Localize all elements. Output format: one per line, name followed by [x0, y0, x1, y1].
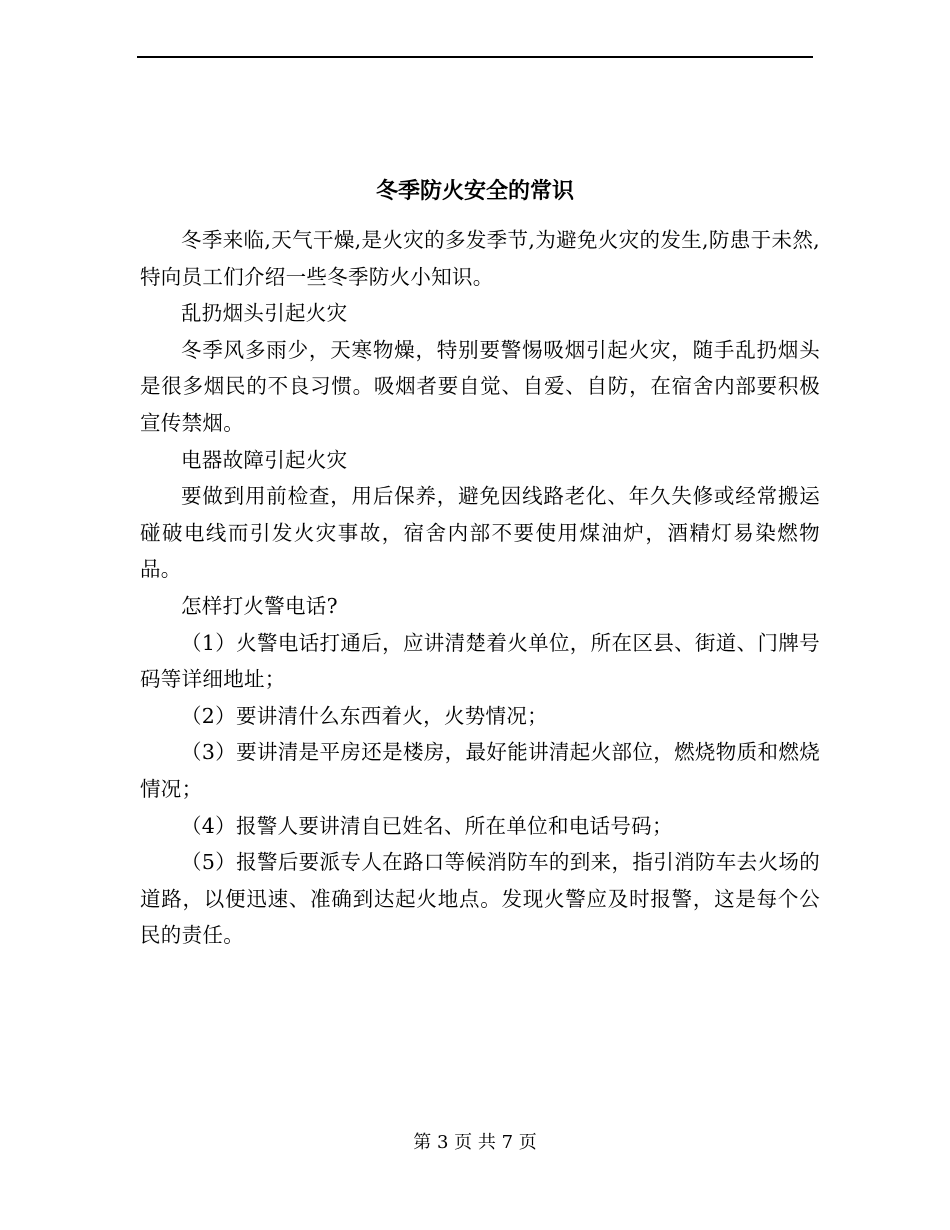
- cigarettes-paragraph: 冬季风多雨少，天寒物燥，特别要警惕吸烟引起火灾，随手乱扔烟头是很多烟民的不良习惯。吸烟者要自觉、自爱、自防，在宿舍内部要积极宣传禁烟。: [140, 337, 820, 435]
- list-item: （1）火警电话打通后，应讲清楚着火单位，所在区县、街道、门牌号码等详细地址；: [140, 630, 820, 692]
- section-heading-cigarettes: 乱扔烟头引起火灾: [181, 301, 348, 326]
- electrical-paragraph: 要做到用前检查，用后保养，避免因线路老化、年久失修或经常搬运碰破电线而引发火灾事故，宿舍内部不要使用煤油炉，酒精灯易染燃物品。: [140, 484, 820, 582]
- header-rule: [137, 56, 813, 58]
- section-heading-electrical: 电器故障引起火灾: [181, 447, 348, 472]
- page-footer: [137, 1130, 813, 1156]
- list-item: （3）要讲清是平房还是楼房，最好能讲清起火部位，燃烧物质和燃烧情况；: [140, 740, 820, 801]
- document-body: [140, 222, 820, 954]
- list-item: （2）要讲清什么东西着火，火势情况；: [181, 703, 548, 728]
- section-heading-fire-call: 怎样打火警电话?: [181, 593, 338, 618]
- page-number-label: 第 3 页 共 7 页: [413, 1132, 537, 1153]
- intro-paragraph: 冬季来临,天气干燥,是火灾的多发季节,为避免火灾的发生,防患于未然,特向员工们介绍一些冬季防火小知识。: [140, 228, 820, 289]
- list-item: （4）报警人要讲清自已姓名、所在单位和电话号码；: [181, 813, 673, 838]
- page-title: 冬季防火安全的常识: [375, 178, 574, 204]
- list-item: （5）报警后要派专人在路口等候消防车的到来，指引消防车去火场的道路，以便迅速、准确到达起火地点。发现火警应及时报警，这是每个公民的责任。: [140, 850, 820, 948]
